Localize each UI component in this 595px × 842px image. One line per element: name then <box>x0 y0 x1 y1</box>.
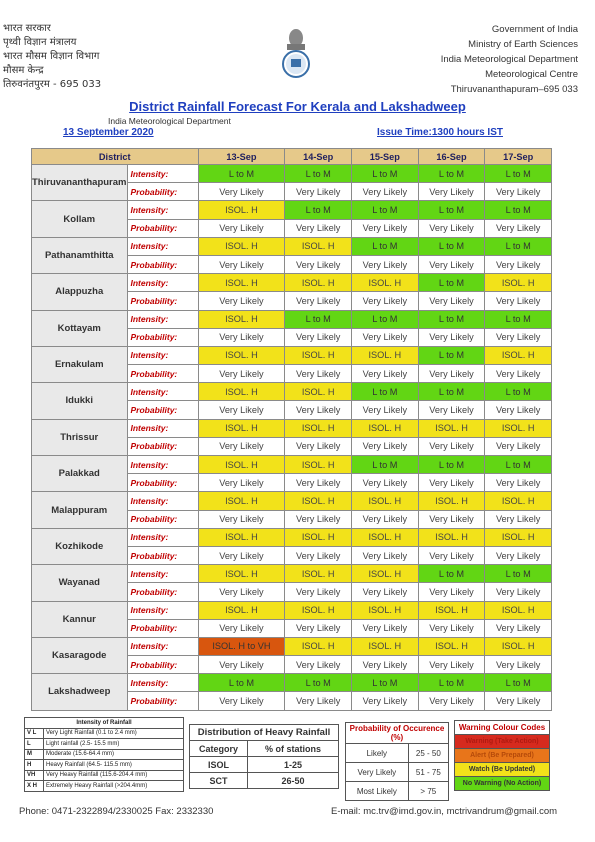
legend-row <box>25 728 184 739</box>
intensity-cell: ISOL. H <box>285 237 352 255</box>
intensity-cell: L to M <box>485 456 552 474</box>
probability-cell: Very Likely <box>285 219 352 237</box>
legend-desc: Very Heavy Rainfall (115.6-204.4 mm) <box>44 770 184 781</box>
hindi-line: मौसम केन्द्र <box>3 65 44 76</box>
national-emblem-icon <box>276 24 316 84</box>
probability-cell: Very Likely <box>352 619 419 637</box>
probability-cell: Very Likely <box>285 292 352 310</box>
intensity-legend <box>24 717 184 792</box>
table-row <box>32 674 552 692</box>
intensity-cell: L to M <box>418 565 485 583</box>
day-header: 16-Sep <box>418 149 485 165</box>
intensity-cell: L to M <box>352 201 419 219</box>
probability-cell: Very Likely <box>485 656 552 674</box>
intensity-cell: L to M <box>418 237 485 255</box>
legend-row <box>455 735 550 749</box>
intensity-cell: ISOL. H <box>198 456 285 474</box>
day-header: 17-Sep <box>485 149 552 165</box>
intensity-cell: ISOL. H <box>198 492 285 510</box>
probability-label: Probability: <box>127 619 198 637</box>
intensity-cell: ISOL. H <box>485 419 552 437</box>
probability-cell: Very Likely <box>198 474 285 492</box>
intensity-cell: L to M <box>418 310 485 328</box>
probability-cell: Very Likely <box>418 255 485 273</box>
legend-code: X H <box>25 781 44 792</box>
probability-range: > 75 <box>408 782 448 801</box>
probability-cell: Very Likely <box>352 328 419 346</box>
legend-desc: Extremely Heavy Rainfall (>204.4mm) <box>44 781 184 792</box>
legend-row <box>346 782 449 801</box>
intensity-label: Intensity: <box>127 310 198 328</box>
intensity-cell: ISOL. H <box>198 383 285 401</box>
probability-cell: Very Likely <box>485 619 552 637</box>
stations-header: % of stations <box>248 741 339 757</box>
probability-cell: Very Likely <box>485 292 552 310</box>
intensity-cell: ISOL. H to VH <box>198 637 285 655</box>
table-row <box>32 419 552 437</box>
district-name: Thiruvananthapuram <box>32 165 128 201</box>
probability-label: Probability: <box>127 219 198 237</box>
warning-legend <box>454 720 550 791</box>
probability-cell: Very Likely <box>352 474 419 492</box>
legend-row <box>455 749 550 763</box>
intensity-cell: L to M <box>352 674 419 692</box>
district-name: Pathanamthitta <box>32 237 128 273</box>
probability-cell: Very Likely <box>198 401 285 419</box>
english-line: Government of India <box>491 24 578 35</box>
probability-cell: Very Likely <box>285 583 352 601</box>
hindi-line: पृथ्वी विज्ञान मंत्रालय <box>3 37 77 48</box>
probability-cell: Very Likely <box>418 437 485 455</box>
intensity-cell: L to M <box>485 201 552 219</box>
intensity-cell: L to M <box>485 565 552 583</box>
probability-cell: Very Likely <box>418 365 485 383</box>
page-title: District Rainfall Forecast For Kerala and Lakshadweep <box>129 99 466 114</box>
probability-label: Probability: <box>127 546 198 564</box>
probability-term: Very Likely <box>346 763 409 782</box>
intensity-cell: L to M <box>418 383 485 401</box>
intensity-label: Intensity: <box>127 237 198 255</box>
legend-row <box>25 760 184 771</box>
probability-cell: Very Likely <box>418 401 485 419</box>
probability-label: Probability: <box>127 328 198 346</box>
intensity-label: Intensity: <box>127 201 198 219</box>
legend-row <box>455 763 550 777</box>
probability-legend-title: Probability of Occurence (%) <box>346 723 449 744</box>
english-header <box>441 22 578 97</box>
probability-term: Most Likely <box>346 782 409 801</box>
probability-cell: Very Likely <box>198 255 285 273</box>
table-row <box>32 456 552 474</box>
intensity-cell: ISOL. H <box>485 274 552 292</box>
probability-cell: Very Likely <box>198 692 285 710</box>
probability-cell: Very Likely <box>198 583 285 601</box>
stations-value: 1-25 <box>248 757 339 773</box>
district-name: Idukki <box>32 383 128 419</box>
warning-swatch: No Warning (No Action) <box>455 777 550 791</box>
stations-value: 26-50 <box>248 773 339 789</box>
probability-cell: Very Likely <box>198 292 285 310</box>
intensity-cell: L to M <box>418 201 485 219</box>
warning-legend-title: Warning Colour Codes <box>455 721 550 735</box>
table-header-row <box>32 149 552 165</box>
table-row <box>32 528 552 546</box>
probability-cell: Very Likely <box>485 328 552 346</box>
probability-cell: Very Likely <box>352 255 419 273</box>
table-row <box>32 201 552 219</box>
intensity-label: Intensity: <box>127 346 198 364</box>
legend-code: V L <box>25 728 44 739</box>
legend-code: M <box>25 749 44 760</box>
legend-desc: Heavy Rainfall (64.5- 115.5 mm) <box>44 760 184 771</box>
intensity-cell: ISOL. H <box>198 310 285 328</box>
legend-row <box>346 763 449 782</box>
probability-cell: Very Likely <box>352 546 419 564</box>
distribution-legend-title: Distribution of Heavy Rainfall <box>190 725 339 741</box>
intensity-cell: L to M <box>418 456 485 474</box>
intensity-cell: L to M <box>485 165 552 183</box>
table-row <box>32 237 552 255</box>
intensity-cell: ISOL. H <box>485 528 552 546</box>
probability-cell: Very Likely <box>352 437 419 455</box>
legend-row <box>25 749 184 760</box>
intensity-label: Intensity: <box>127 565 198 583</box>
forecast-table <box>31 148 552 711</box>
probability-label: Probability: <box>127 692 198 710</box>
imd-caption: India Meteorological Department <box>108 116 231 126</box>
intensity-cell: L to M <box>285 201 352 219</box>
probability-cell: Very Likely <box>485 546 552 564</box>
intensity-cell: ISOL. H <box>352 346 419 364</box>
intensity-cell: L to M <box>352 383 419 401</box>
probability-cell: Very Likely <box>485 510 552 528</box>
day-header: 13-Sep <box>198 149 285 165</box>
intensity-cell: L to M <box>198 674 285 692</box>
intensity-cell: ISOL. H <box>485 346 552 364</box>
probability-label: Probability: <box>127 183 198 201</box>
probability-cell: Very Likely <box>285 401 352 419</box>
legend-row <box>25 781 184 792</box>
table-row <box>32 310 552 328</box>
intensity-cell: ISOL. H <box>418 492 485 510</box>
intensity-cell: ISOL. H <box>198 237 285 255</box>
probability-cell: Very Likely <box>418 510 485 528</box>
probability-label: Probability: <box>127 365 198 383</box>
probability-cell: Very Likely <box>285 255 352 273</box>
table-row <box>32 492 552 510</box>
intensity-cell: L to M <box>285 165 352 183</box>
intensity-cell: ISOL. H <box>485 601 552 619</box>
probability-cell: Very Likely <box>198 619 285 637</box>
probability-label: Probability: <box>127 292 198 310</box>
probability-cell: Very Likely <box>285 692 352 710</box>
district-name: Kottayam <box>32 310 128 346</box>
intensity-cell: L to M <box>485 383 552 401</box>
intensity-cell: L to M <box>352 165 419 183</box>
hindi-line: भारत सरकार <box>3 23 51 34</box>
table-row <box>32 601 552 619</box>
english-line: Ministry of Earth Sciences <box>468 39 578 50</box>
distribution-legend <box>189 724 339 789</box>
warning-swatch: Watch (Be Updated) <box>455 763 550 777</box>
intensity-cell: L to M <box>352 237 419 255</box>
probability-cell: Very Likely <box>418 474 485 492</box>
intensity-cell: ISOL. H <box>285 383 352 401</box>
probability-range: 51 - 75 <box>408 763 448 782</box>
probability-cell: Very Likely <box>198 437 285 455</box>
intensity-label: Intensity: <box>127 637 198 655</box>
probability-cell: Very Likely <box>285 474 352 492</box>
district-name: Thrissur <box>32 419 128 455</box>
district-name: Kannur <box>32 601 128 637</box>
table-row <box>32 346 552 364</box>
probability-cell: Very Likely <box>352 510 419 528</box>
probability-cell: Very Likely <box>352 692 419 710</box>
intensity-cell: ISOL. H <box>285 565 352 583</box>
intensity-cell: ISOL. H <box>285 346 352 364</box>
probability-cell: Very Likely <box>285 183 352 201</box>
forecast-date: 13 September 2020 <box>63 127 154 138</box>
district-name: Kozhikode <box>32 528 128 564</box>
intensity-cell: L to M <box>285 310 352 328</box>
probability-cell: Very Likely <box>285 510 352 528</box>
probability-cell: Very Likely <box>198 510 285 528</box>
probability-cell: Very Likely <box>285 365 352 383</box>
legend-row <box>190 757 339 773</box>
probability-cell: Very Likely <box>485 583 552 601</box>
probability-cell: Very Likely <box>418 546 485 564</box>
probability-label: Probability: <box>127 583 198 601</box>
probability-label: Probability: <box>127 401 198 419</box>
intensity-cell: ISOL. H <box>198 565 285 583</box>
category-header: Category <box>190 741 248 757</box>
probability-cell: Very Likely <box>352 183 419 201</box>
probability-label: Probability: <box>127 510 198 528</box>
probability-cell: Very Likely <box>285 328 352 346</box>
english-line: Meteorological Centre <box>485 69 578 80</box>
intensity-cell: L to M <box>418 346 485 364</box>
intensity-cell: ISOL. H <box>485 637 552 655</box>
probability-cell: Very Likely <box>352 219 419 237</box>
table-row <box>32 165 552 183</box>
category-value: SCT <box>190 773 248 789</box>
intensity-cell: L to M <box>352 310 419 328</box>
table-row <box>32 637 552 655</box>
intensity-cell: ISOL. H <box>352 637 419 655</box>
probability-legend <box>345 722 449 801</box>
district-name: Malappuram <box>32 492 128 528</box>
probability-cell: Very Likely <box>485 365 552 383</box>
district-name: Alappuzha <box>32 274 128 310</box>
table-row <box>32 565 552 583</box>
intensity-cell: ISOL. H <box>485 492 552 510</box>
english-line: India Meteorological Department <box>440 54 578 65</box>
category-value: ISOL <box>190 757 248 773</box>
probability-cell: Very Likely <box>352 292 419 310</box>
probability-label: Probability: <box>127 656 198 674</box>
intensity-label: Intensity: <box>127 492 198 510</box>
intensity-cell: ISOL. H <box>285 528 352 546</box>
intensity-cell: ISOL. H <box>418 419 485 437</box>
intensity-label: Intensity: <box>127 528 198 546</box>
legend-code: H <box>25 760 44 771</box>
probability-cell: Very Likely <box>198 328 285 346</box>
legend-row <box>190 773 339 789</box>
probability-cell: Very Likely <box>418 692 485 710</box>
probability-term: Likely <box>346 744 409 763</box>
legend-desc: Light rainfall (2.5- 15.5 mm) <box>44 739 184 750</box>
intensity-cell: ISOL. H <box>285 274 352 292</box>
footer-email[interactable]: E-mail: mc.trv@imd.gov.in, mctrivandrum@gmail.com <box>331 806 558 817</box>
intensity-cell: ISOL. H <box>418 528 485 546</box>
district-name: Lakshadweep <box>32 674 128 710</box>
intensity-cell: ISOL. H <box>198 528 285 546</box>
probability-cell: Very Likely <box>285 656 352 674</box>
intensity-label: Intensity: <box>127 601 198 619</box>
probability-cell: Very Likely <box>418 292 485 310</box>
probability-range: 25 - 50 <box>408 744 448 763</box>
intensity-legend-title: Intensity of Rainfall <box>25 718 184 729</box>
probability-cell: Very Likely <box>198 546 285 564</box>
legend-desc: Moderate (15.6-64.4 mm) <box>44 749 184 760</box>
district-name: Wayanad <box>32 565 128 601</box>
intensity-label: Intensity: <box>127 456 198 474</box>
probability-cell: Very Likely <box>352 365 419 383</box>
intensity-cell: ISOL. H <box>285 601 352 619</box>
probability-cell: Very Likely <box>485 183 552 201</box>
intensity-cell: ISOL. H <box>352 419 419 437</box>
legend-row <box>455 777 550 791</box>
intensity-cell: ISOL. H <box>352 492 419 510</box>
legend-row <box>25 739 184 750</box>
probability-cell: Very Likely <box>285 619 352 637</box>
legend-row <box>346 744 449 763</box>
probability-cell: Very Likely <box>352 583 419 601</box>
intensity-cell: ISOL. H <box>198 601 285 619</box>
probability-cell: Very Likely <box>198 365 285 383</box>
intensity-cell: L to M <box>198 165 285 183</box>
intensity-cell: ISOL. H <box>198 274 285 292</box>
intensity-cell: ISOL. H <box>198 346 285 364</box>
district-header: District <box>32 149 199 165</box>
intensity-cell: L to M <box>418 165 485 183</box>
hindi-header <box>3 22 101 92</box>
probability-cell: Very Likely <box>352 656 419 674</box>
probability-cell: Very Likely <box>485 474 552 492</box>
intensity-cell: L to M <box>485 237 552 255</box>
intensity-cell: L to M <box>485 310 552 328</box>
probability-cell: Very Likely <box>418 328 485 346</box>
day-header: 15-Sep <box>352 149 419 165</box>
district-name: Ernakulam <box>32 346 128 382</box>
probability-cell: Very Likely <box>352 401 419 419</box>
intensity-label: Intensity: <box>127 383 198 401</box>
intensity-cell: ISOL. H <box>352 274 419 292</box>
intensity-cell: ISOL. H <box>352 528 419 546</box>
intensity-cell: L to M <box>352 456 419 474</box>
issue-time: Issue Time:1300 hours IST <box>377 127 503 138</box>
warning-swatch: Warning (Take Action) <box>455 735 550 749</box>
day-header: 14-Sep <box>285 149 352 165</box>
legend-row <box>25 770 184 781</box>
table-row <box>32 274 552 292</box>
intensity-cell: ISOL. H <box>198 201 285 219</box>
intensity-cell: ISOL. H <box>285 637 352 655</box>
probability-cell: Very Likely <box>418 183 485 201</box>
intensity-cell: L to M <box>418 274 485 292</box>
district-name: Kasaragode <box>32 637 128 673</box>
intensity-cell: ISOL. H <box>352 565 419 583</box>
probability-cell: Very Likely <box>485 692 552 710</box>
english-line: Thiruvananthapuram–695 033 <box>450 84 578 95</box>
intensity-cell: ISOL. H <box>285 492 352 510</box>
probability-cell: Very Likely <box>198 656 285 674</box>
hindi-line: भारत मौसम विज्ञान विभाग <box>3 51 100 62</box>
table-row <box>32 383 552 401</box>
probability-label: Probability: <box>127 255 198 273</box>
probability-cell: Very Likely <box>485 437 552 455</box>
legend-code: L <box>25 739 44 750</box>
probability-cell: Very Likely <box>198 219 285 237</box>
intensity-cell: L to M <box>285 674 352 692</box>
intensity-label: Intensity: <box>127 419 198 437</box>
probability-cell: Very Likely <box>285 437 352 455</box>
hindi-line: तिरुवनंतपुरम - 695 033 <box>3 79 102 90</box>
intensity-cell: ISOL. H <box>418 601 485 619</box>
intensity-cell: ISOL. H <box>352 601 419 619</box>
intensity-label: Intensity: <box>127 274 198 292</box>
intensity-cell: ISOL. H <box>285 419 352 437</box>
probability-cell: Very Likely <box>198 183 285 201</box>
intensity-label: Intensity: <box>127 674 198 692</box>
probability-cell: Very Likely <box>485 401 552 419</box>
district-name: Kollam <box>32 201 128 237</box>
probability-label: Probability: <box>127 474 198 492</box>
probability-cell: Very Likely <box>485 219 552 237</box>
intensity-cell: ISOL. H <box>198 419 285 437</box>
probability-label: Probability: <box>127 437 198 455</box>
probability-cell: Very Likely <box>418 619 485 637</box>
legend-desc: Very Light Rainfall (0.1 to 2.4 mm) <box>44 728 184 739</box>
legend-code: VH <box>25 770 44 781</box>
probability-cell: Very Likely <box>418 656 485 674</box>
intensity-label: Intensity: <box>127 165 198 183</box>
probability-cell: Very Likely <box>418 219 485 237</box>
district-name: Palakkad <box>32 456 128 492</box>
footer-phone: Phone: 0471-2322894/2330025 Fax: 2332330 <box>19 806 214 817</box>
intensity-cell: L to M <box>485 674 552 692</box>
intensity-cell: L to M <box>418 674 485 692</box>
probability-cell: Very Likely <box>285 546 352 564</box>
probability-cell: Very Likely <box>485 255 552 273</box>
warning-swatch: Alert (Be Prepared) <box>455 749 550 763</box>
probability-cell: Very Likely <box>418 583 485 601</box>
intensity-cell: ISOL. H <box>285 456 352 474</box>
intensity-cell: ISOL. H <box>418 637 485 655</box>
